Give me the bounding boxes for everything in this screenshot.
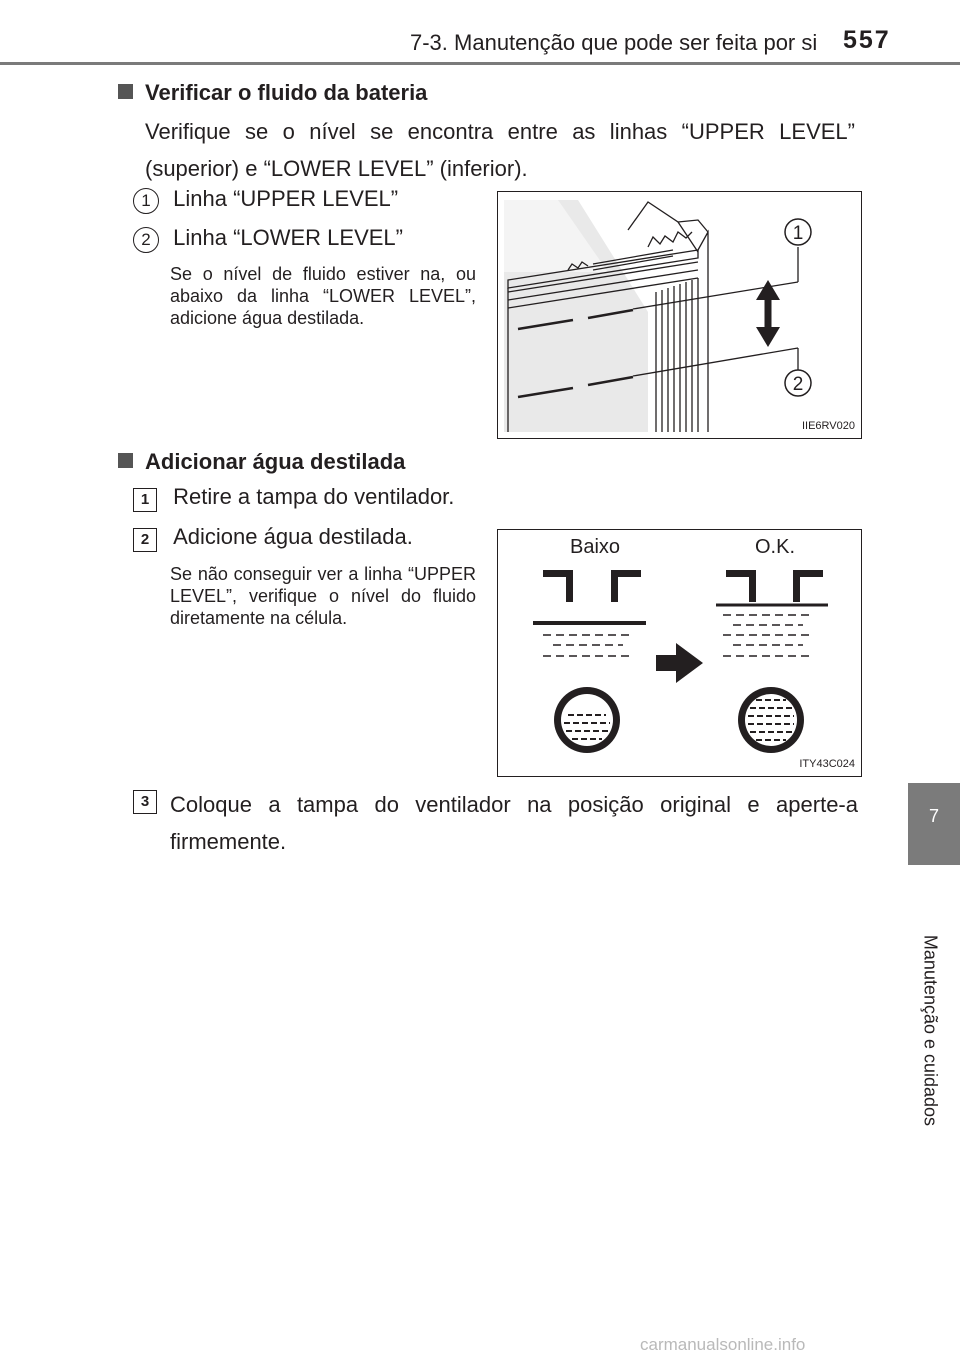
section-heading-text: Verificar o fluido da bateria (145, 80, 428, 105)
list-item-lower-level (133, 225, 403, 253)
square-bullet-icon (118, 84, 133, 99)
step-label: Adicione água destilada. (173, 524, 413, 549)
page-number: 557 (843, 26, 891, 54)
chapter-number: 7 (928, 806, 939, 826)
section-heading-text: Adicionar água destilada (145, 449, 406, 474)
figure-callout-1: 1 (792, 223, 804, 244)
arrow-right-icon (656, 643, 703, 683)
section-paragraph: Verifique se o nível se encontra entre as linhas “UPPER LEVEL” (superior) e “LOWER LEVEL” (inferior). (145, 119, 855, 181)
double-arrow-icon (756, 280, 780, 347)
chapter-tab (908, 783, 960, 865)
callout-marker: 2 (133, 227, 159, 253)
header-section-title: 7-3. Manutenção que pode ser feita por si (410, 30, 818, 55)
label-low: Baixo (570, 536, 621, 558)
battery-illustration (498, 192, 860, 437)
callout-marker: 1 (133, 188, 159, 214)
step-label: Retire a tampa do ventilador. (173, 484, 455, 509)
header-divider (0, 62, 960, 65)
step-2 (133, 524, 413, 552)
list-item-upper-level (133, 186, 398, 214)
battery-level-figure (497, 191, 862, 439)
list-item-label: Linha “UPPER LEVEL” (173, 186, 399, 211)
step-1 (133, 484, 454, 512)
step-3 (133, 786, 858, 860)
figure-callout-2: 2 (792, 374, 804, 395)
figure-code: ITY43C024 (799, 758, 855, 770)
note-text: Se não conseguir ver a linha “UPPER LEVEL”, verifique o nível do fluido diretamente na célula. (170, 564, 476, 628)
watermark: carmanualsonline.info (640, 1335, 806, 1354)
chapter-title: Manutenção e cuidados (920, 934, 941, 1127)
note-text: Se o nível de fluido estiver na, ou abaixo da linha “LOWER LEVEL”, adicione água destilada. (170, 264, 476, 328)
section-heading-add-water (118, 449, 405, 475)
step-label: Coloque a tampa do ventilador na posição original e aperte-a firmemente. (170, 792, 858, 854)
step-marker: 1 (133, 488, 157, 512)
section-heading-check-fluid (118, 80, 427, 106)
square-bullet-icon (118, 453, 133, 468)
step-marker: 2 (133, 528, 157, 552)
water-level-figure (497, 529, 862, 777)
list-item-label: Linha “LOWER LEVEL” (173, 225, 403, 250)
step-marker: 3 (133, 790, 157, 814)
figure-code: IIE6RV020 (801, 420, 855, 432)
water-level-illustration (498, 530, 860, 775)
label-ok: O.K. (755, 536, 796, 558)
